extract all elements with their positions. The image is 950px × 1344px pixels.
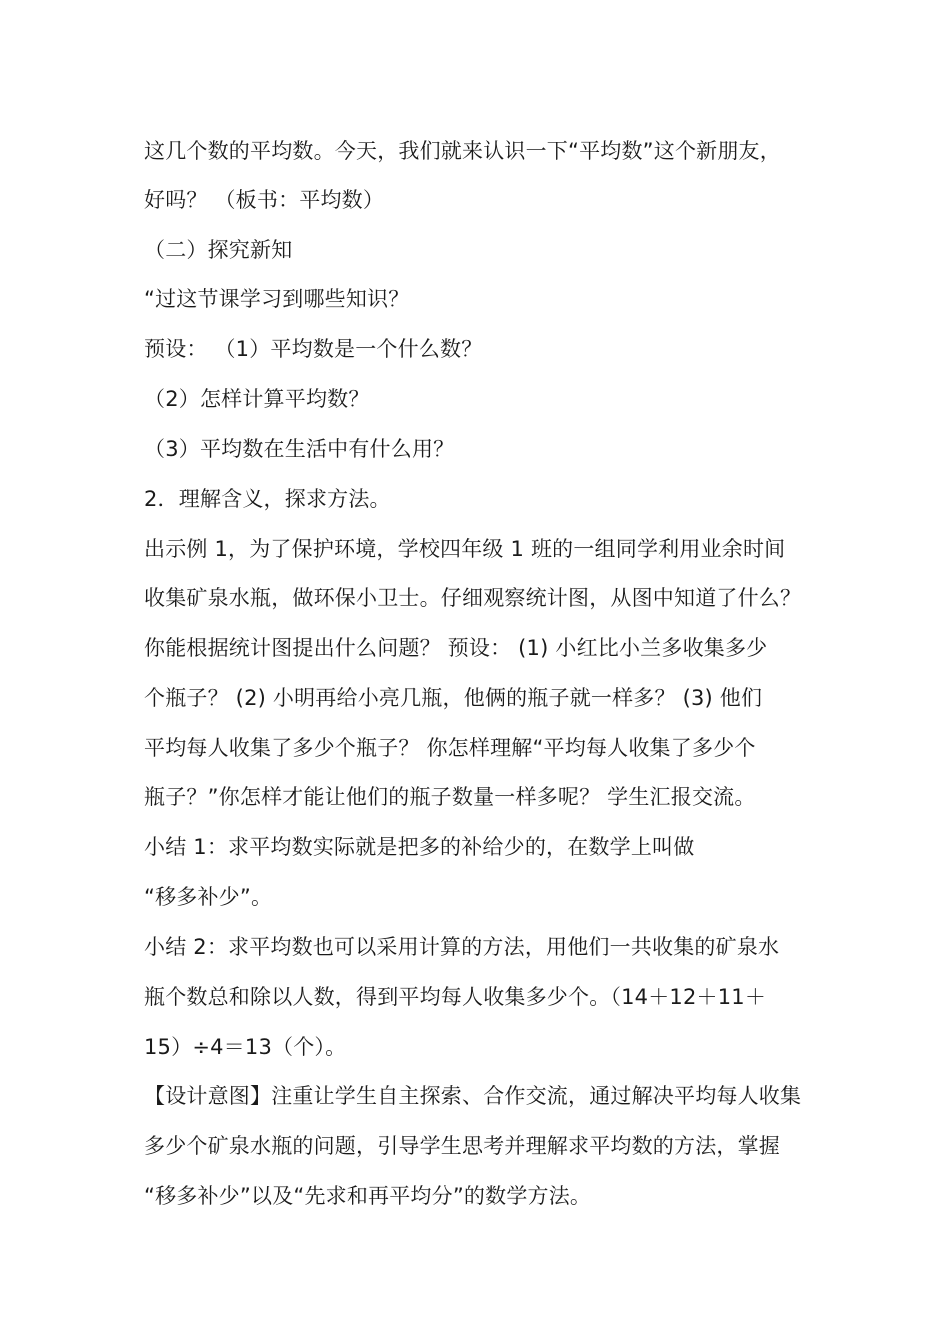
text-line-11: 你能根据统计图提出什么问题？ 预设： (1) 小红比小兰多收集多少: [144, 636, 768, 660]
subsection-heading: 2．理解含义，探求方法。: [144, 487, 391, 511]
text-line-6: （2）怎样计算平均数？: [144, 387, 370, 411]
text-line-17: 小结 2：求平均数也可以采用计算的方法，用他们一共收集的矿泉水: [144, 935, 780, 959]
text-line-22: “移多补少”以及“先求和再平均分”的数学方法。: [144, 1184, 592, 1208]
text-line-5: 预设： （1）平均数是一个什么数？: [144, 337, 483, 361]
text-line-2: 好吗？ （板书：平均数）: [144, 188, 385, 212]
text-line-10: 收集矿泉水瓶，做环保小卫士。仔细观察统计图，从图中知道了什么？: [144, 586, 802, 610]
text-line-9: 出示例 1，为了保护环境，学校四年级 1 班的一组同学利用业余时间: [144, 537, 786, 561]
text-line-19: 15）÷4＝13（个）。: [144, 1035, 347, 1059]
text-line-15: 小结 1：求平均数实际就是把多的补给少的，在数学上叫做: [144, 835, 695, 859]
text-line-21: 多少个矿泉水瓶的问题，引导学生思考并理解求平均数的方法，掌握: [144, 1134, 780, 1158]
text-line-20: 【设计意图】注重让学生自主探索、合作交流，通过解决平均每人收集: [144, 1084, 802, 1108]
text-line-4: “过这节课学习到哪些知识？: [144, 287, 410, 311]
text-line-14: 瓶子？”你怎样才能让他们的瓶子数量一样多呢？ 学生汇报交流。: [144, 785, 756, 809]
text-line-7: （3）平均数在生活中有什么用？: [144, 437, 455, 461]
text-line-16: “移多补少”。: [144, 885, 273, 909]
text-line-18: 瓶个数总和除以人数，得到平均每人收集多少个。（14＋12＋11＋: [144, 985, 767, 1009]
section-heading: （二）探究新知: [144, 238, 293, 262]
text-line-12: 个瓶子？ (2) 小明再给小亮几瓶，他俩的瓶子就一样多？ (3) 他们: [144, 686, 763, 710]
text-line-13: 平均每人收集了多少个瓶子？ 你怎样理解“平均每人收集了多少个: [144, 736, 756, 760]
text-line-1: 这几个数的平均数。今天，我们就来认识一下“平均数”这个新朋友，: [144, 139, 781, 163]
